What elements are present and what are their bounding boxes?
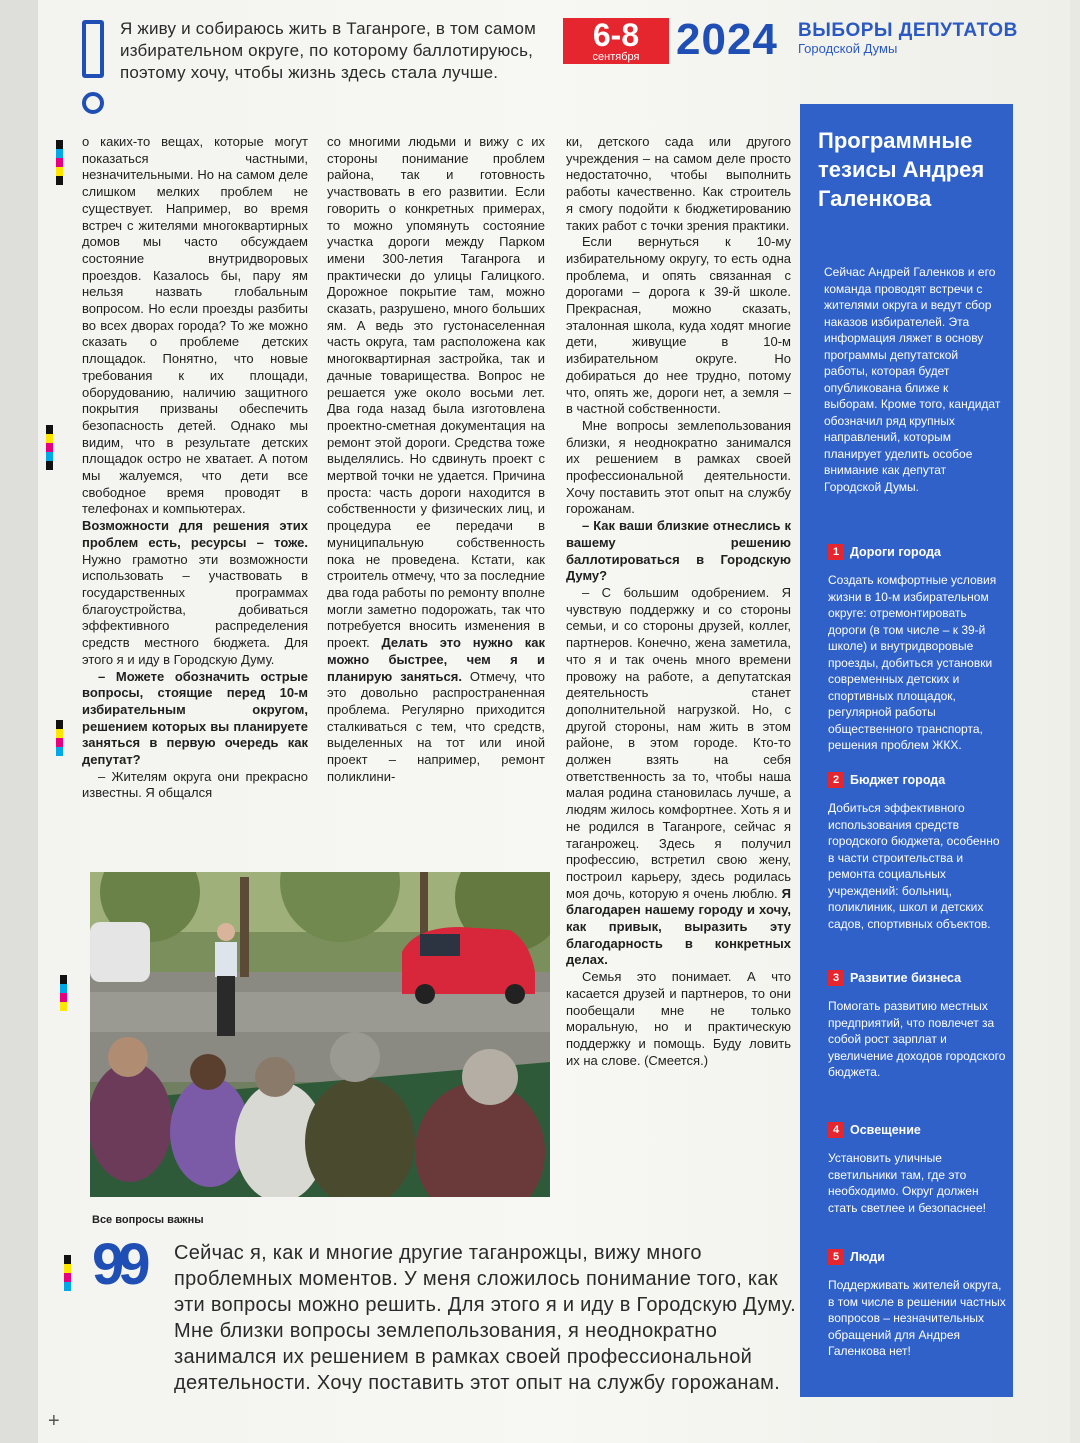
item-text: Установить уличные светильники там, где это необходимо. Округ должен стать светлее и безопаснее! bbox=[828, 1151, 986, 1215]
intro-circle-icon bbox=[82, 92, 104, 114]
item-number-badge: 1 bbox=[828, 544, 844, 560]
print-color-marks bbox=[56, 720, 63, 756]
item-number-badge: 4 bbox=[828, 1122, 844, 1138]
print-color-marks bbox=[60, 975, 67, 1011]
item-number-badge: 5 bbox=[828, 1249, 844, 1265]
item-title: Бюджет города bbox=[850, 773, 946, 787]
paragraph: со многими людьми и вижу с их стороны понимание проблем района, так и готовность участвовать в его развитии. Если говорить о конкретных примерах, то можно упомянуть состояние участка дороги между Парком имени 300-летия Таганрога и практически до улицы Галицкого. Дорожное покрытие там, можно сказать, разрушено, много больших ям. А ведь это густонаселенная часть округа, там расположена как многоквартирная застройка, так и дачные товарищества. Вопрос не решается уже около восьми лет. Два года назад была изготовлена проектно-сметная документация на ремонт этой дороги. Средства тоже выделялись. Но сдвинуть проект с мертвой точки не удается. Причина проста: часть дороги находится в собственности у физических лиц, и процедура ее передачи в муниципальную собственность пока не проведена. Кстати, как строитель отмечу, что за последние два года работы по ремонту вполне могли заметно подорожать, так что потребуется вносить изменения в проект. bbox=[327, 134, 545, 651]
paragraph-bold: Возможности для решения этих проблем есть, ресурсы – тоже. bbox=[82, 518, 308, 550]
paragraph: – С большим одобрением. Я чувствую поддержку и со стороны семьи, и со стороны друзей, коллег, партнеров. Конечно, жена заметила, что я и так очень много времени провожу на работе, а депутатская деятельность станет дополнительной нагрузкой. Но, с другой стороны, нам жить в этом районе, в этом городе. Кто-то должен взять на себя ответственность за то, чтобы наша малая родина становилась лучше, а людям жилось комфортнее. Хоть я и не родился в Таганроге, сейчас я таганрожец. Здесь я получил профессию, встретил свою жену, построил карьеру, здесь родилась моя дочь, которую я очень люблю. bbox=[566, 584, 791, 901]
meeting-photo bbox=[90, 872, 550, 1197]
item-number-badge: 3 bbox=[828, 970, 844, 986]
print-color-marks bbox=[64, 1255, 71, 1291]
photo-illustration bbox=[90, 872, 550, 1197]
program-item bbox=[828, 544, 1006, 754]
program-sidebar bbox=[800, 104, 1013, 1397]
election-year: 2024 bbox=[676, 15, 778, 64]
paragraph: – Жителям округа они прекрасно известны. Я общался bbox=[82, 768, 308, 801]
program-item bbox=[828, 1122, 1006, 1216]
paragraph: о каких-то вещах, которые могут показаться частными, незначительными. Но на самом деле слишком мелких проблем не существует. Например, во время встреч с жителями многоквартирных домов мы часто обсуждаем состояние внутридворовых проездов. Казалось бы, пару ям нельзя назвать глобальным вопросом. Но если проезды разбиты во всех дворах города? То же можно сказать о проблеме детских площадок. Понятно, что новые требования к их площади, оборудованию, наличию защитного покрытия призваны обеспечить безопасность детей. Однако мы видим, что в результате детских площадок остро не хватает. А потом мы жалуемся, что дети все свободное время проводят в телефонах и компьютерах. bbox=[82, 134, 308, 517]
item-title: Дороги города bbox=[850, 545, 941, 559]
print-color-marks bbox=[46, 425, 53, 470]
program-item bbox=[828, 970, 1006, 1081]
paragraph: Семья это понимает. А что касается друзей и партнеров, то они пообещали мне не только моральную, но и практическую поддержку и помощь. Буду ловить их на слове. (Смеется.) bbox=[566, 969, 791, 1068]
paragraph-bold: Я благодарен нашему городу и хочу, как привык, выразить эту благодарность в конкретных делах. bbox=[566, 885, 791, 968]
intro-text: Я живу и собираюсь жить в Таганроге, в том самом избирательном округе, по которому баллотируюсь, поэтому хочу, чтобы жизнь здесь стала лучше. bbox=[120, 19, 537, 82]
article-column-1 bbox=[82, 134, 308, 802]
paragraph: ки, детского сада или другого учреждения – на самом деле просто недостаточно, чтобы выполнить работы качественно. Как строитель я смогу подойти к бюджетированию таких работ с точки зрения практики. bbox=[566, 134, 791, 233]
item-text: Поддерживать жителей округа, в том числе в решении частных вопросов – незначительных обращений для Андрея Галенкова нет! bbox=[828, 1278, 1006, 1358]
item-title: Освещение bbox=[850, 1123, 921, 1137]
paragraph: Мне вопросы землепользования близки, я неоднократно занимался их решением в рамках своей профессиональной деятельности. Хочу поставить этот опыт на службу горожанам. bbox=[566, 417, 791, 517]
pull-quote-text: Сейчас я, как и многие другие таганрожцы, вижу много проблемных моментов. У меня сложилось понимание того, как эти вопросы можно решить. Для этого я и иду в Городскую Думу. Мне близки вопросы землепользования, я неоднократно занимался их решением в рамках своей профессиональной деятельности. Хочу поставить этот опыт на службу горожанам. bbox=[174, 1242, 796, 1394]
item-number-badge: 2 bbox=[828, 772, 844, 788]
date-month: сентября bbox=[592, 51, 640, 63]
program-item bbox=[828, 1249, 1006, 1360]
interview-question: – Как ваши близкие отнеслись к вашему решению баллотироваться в Городскую Думу? bbox=[566, 518, 791, 584]
item-text: Помогать развитию местных предприятий, что повлечет за собой рост зарплат и увеличение доходов городского бюджета. bbox=[828, 999, 1006, 1079]
paragraph-bold: Делать это нужно как можно быстрее, чем я и планирую заняться. bbox=[327, 635, 545, 684]
program-item bbox=[828, 772, 1006, 932]
paragraph: Нужно грамотно эти возможности использовать – участвовать в государственных программах благоустройства, добиваться эффективного распределения средств местного бюджета. Для этого я и иду в Городскую Думу. bbox=[82, 551, 308, 667]
adjacent-page-edge bbox=[0, 0, 38, 1443]
photo-caption: Все вопросы важны bbox=[92, 1214, 204, 1226]
paragraph: Если вернуться к 10-му избирательному округу, то есть одна проблема, и опять связанная с дорогами – дорога к 39-й школе. Прекрасная, можно сказать, эталонная школа, куда ходят многие дети, живущие в 10-м избирательном округе. Но добираться до нее трудно, потому что, опять же, дороги нет, а земля – в частной собственности. bbox=[566, 234, 791, 417]
quote-icon: 99 bbox=[92, 1232, 145, 1297]
header-subtitle: Городской Думы bbox=[798, 41, 898, 56]
item-text: Создать комфортные условия жизни в 10-м избирательном округе: отремонтировать дороги (в том числе – к 39-й школе) и внутридворовые проезды, добиться установки современных детских и спортивных площадок, регулярной работы общественного транспорта, решения проблем ЖКХ. bbox=[828, 573, 997, 752]
article-column-2 bbox=[327, 134, 545, 785]
item-title: Развитие бизнеса bbox=[850, 971, 962, 985]
item-text: Добиться эффективного использования средств городского бюджета, особенно в части строительства и ремонта социальных учреждений: больниц, поликлиник, школ и детских садов, спортивных объектов. bbox=[828, 801, 1000, 931]
election-date-badge bbox=[563, 18, 669, 64]
interview-question: – Можете обозначить острые вопросы, стоящие перед 10-м избирательным округом, решением которых вы планируете заняться в первую очередь как депутат? bbox=[82, 668, 308, 768]
pull-quote bbox=[158, 1240, 798, 1396]
article-column-3 bbox=[566, 134, 791, 1069]
crop-mark-icon: + bbox=[48, 1410, 60, 1432]
header-title: ВЫБОРЫ ДЕПУТАТОВ bbox=[798, 20, 1018, 41]
paragraph: Отмечу, что это довольно распространенная проблема. Регулярно приходится сталкиваться с тем, что средств, выделенных на тот или иной проект – например, ремонт поликлини- bbox=[327, 668, 545, 784]
print-color-marks bbox=[56, 140, 63, 185]
date-range: 6-8 bbox=[592, 17, 640, 53]
sidebar-intro: Сейчас Андрей Галенков и его команда проводят встречи с жителями округа и ведут сбор наказов избирателей. Эта информация ляжет в основу программы депутатской работы, которая будет опубликована ближе к выборам. Кроме того, кандидат обозначил ряд крупных направлений, которым планирует уделить особое внимание как депутат Городской Думы. bbox=[824, 265, 1001, 494]
intro-bracket-icon bbox=[82, 20, 104, 78]
sidebar-title: Программные тезисы Андрея Галенкова bbox=[818, 128, 985, 211]
item-title: Люди bbox=[850, 1250, 885, 1264]
